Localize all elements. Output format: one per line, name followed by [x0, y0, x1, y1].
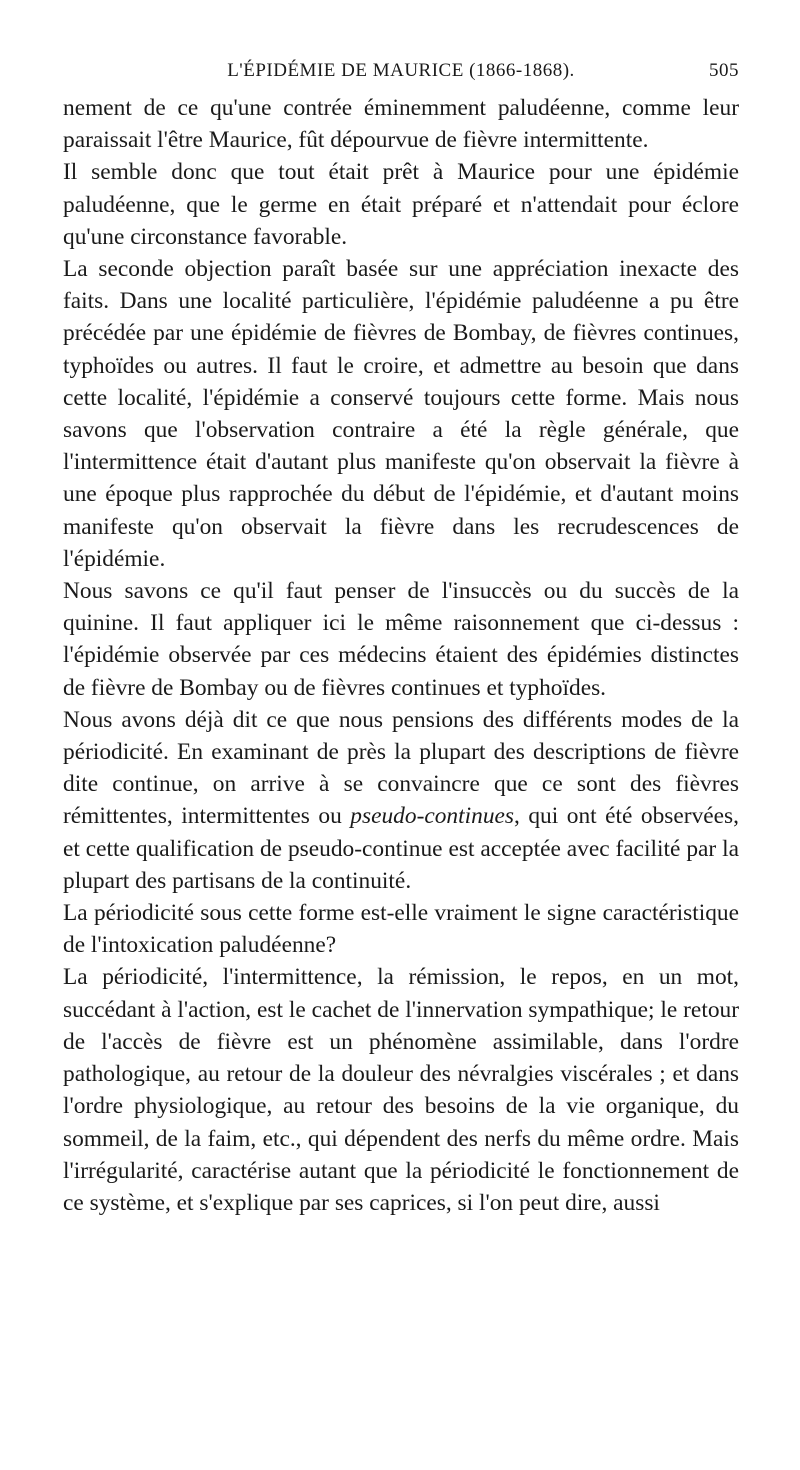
text-body [63, 92, 739, 1219]
paragraph-3: La seconde objection paraît basée sur une appréciation inexacte des faits. Dans une localité particulière, l'épidémie paludéenne a pu être précédée par une épidémie de fièvres de Bombay, de fièvres continues, typhoïdes ou autres. Il faut le croire, et admettre au besoin que dans cette localité, l'épidémie a conservé toujours cette forme. Mais nous savons que l'observation contraire a été la règle générale, que l'intermittence était d'autant plus manifeste qu'on observait la fièvre à une époque plus rapprochée du début de l'épidémie, et d'autant moins manifeste qu'on observait la fièvre dans les recrudescences de l'épidémie. [63, 256, 739, 572]
running-header [63, 58, 739, 92]
paragraph-2: Il semble donc que tout était prêt à Maurice pour une épidémie paludéenne, que le germe en était préparé et n'attendait pour éclore qu'une circonstance favorable. [63, 159, 739, 250]
paragraph-5-text-before: Nous avons déjà dit ce que nous pensions des différents modes de la périodicité. En examinant de près la plupart des descriptions de fièvre dite continue, on arrive à se convaincre que ce sont des fièvres rémittentes, intermittentes ou [63, 706, 739, 830]
paragraph-5-text-after: , qui ont été observées, et cette qualification de pseudo-continue est acceptée avec facilité par la plupart des partisans de la continuité. [63, 803, 739, 894]
paragraph-7: La périodicité, l'intermittence, la rémission, le repos, en un mot, succédant à l'action, est le cachet de l'innervation sympathique; le retour de l'accès de fièvre est un phénomène assimilable, dans l'ordre pathologique, au retour de la douleur des névralgies viscérales ; et dans l'ordre physiologique, au retour des besoins de la vie organique, du sommeil, de la faim, etc., qui dépendent des nerfs du même ordre. Mais l'irrégularité, caractérise autant que la périodicité le fonctionnement de ce système, et s'explique par ses caprices, si l'on peut dire, aussi [63, 964, 739, 1216]
document-page [63, 58, 739, 1219]
paragraph-6: La périodicité sous cette forme est-elle vraiment le signe caractéristique de l'intoxication paludéenne? [63, 900, 739, 959]
paragraph-5 [63, 704, 739, 897]
paragraph-1: nement de ce qu'une contrée éminemment paludéenne, comme leur paraissait l'être Maurice, fût dépourvue de fièvre intermittente. [63, 95, 739, 154]
running-title: L'ÉPIDÉMIE DE MAURICE (1866-1868). [227, 60, 575, 81]
page-number: 505 [709, 60, 739, 81]
paragraph-4: Nous savons ce qu'il faut penser de l'insuccès ou du succès de la quinine. Il faut appliquer ici le même raisonnement que ci-dessus : l'épidémie observée par ces médecins étaient des épidémies distinctes de fièvre de Bombay ou de fièvres continues et typhoïdes. [63, 578, 739, 701]
paragraph-5-italic-term: pseudo-continues [350, 803, 514, 830]
